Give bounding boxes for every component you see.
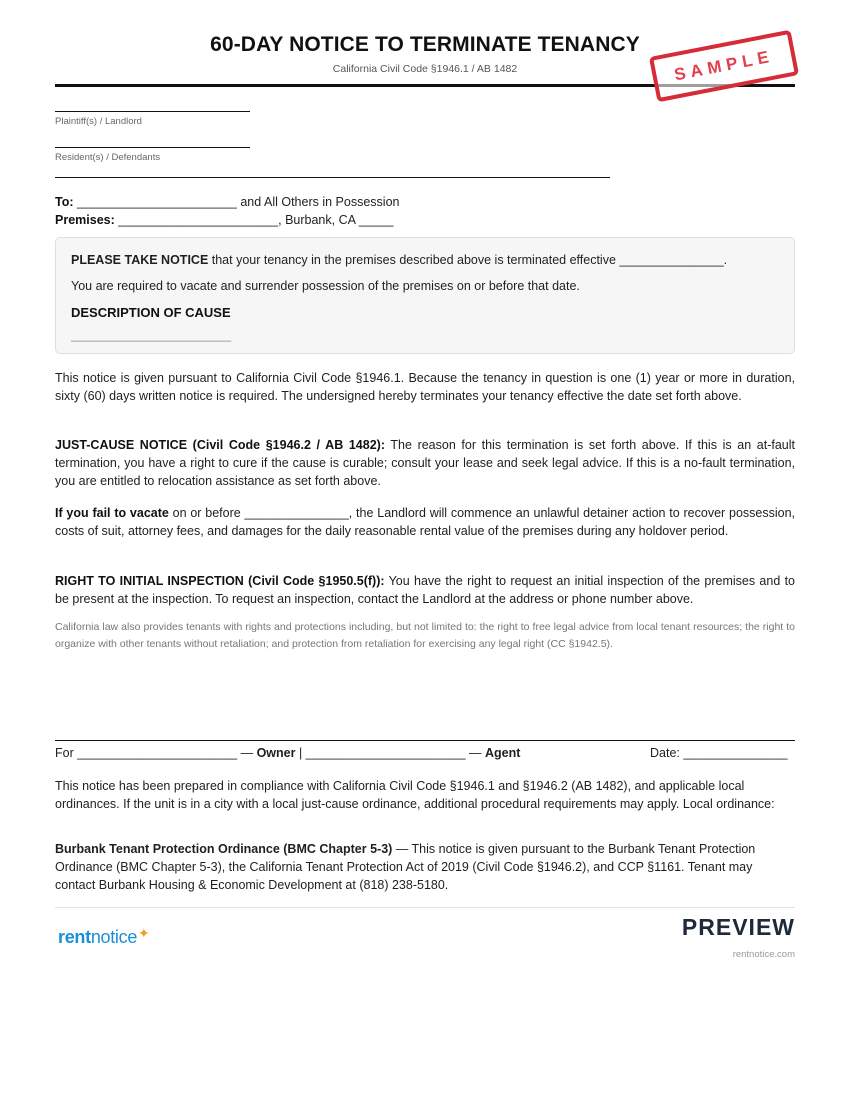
rentnotice-logo[interactable] — [58, 927, 149, 948]
fail-to-vacate-paragraph — [55, 504, 795, 540]
to-line — [55, 195, 399, 209]
just-cause-text: The reason for this termination is set forth above. If this is an at-fault termination, you have a right to cure if the cause is curable; consult your lease and seek legal advice. If this is a no-fault termination, you are entitled to relocation assistance as set forth above. — [55, 438, 795, 489]
owner-label: Owner — [256, 746, 296, 760]
inspection-heading: RIGHT TO INITIAL INSPECTION (Civil Code §1950.5(f)): — [55, 574, 385, 588]
fail-to-vacate-heading: If you fail to vacate — [55, 506, 169, 520]
sparkle-icon: ✦ — [138, 925, 150, 941]
plaintiff-signature-line — [55, 111, 250, 112]
footer-divider — [55, 907, 795, 908]
to-text: _______________________ and All Others in Possession — [73, 195, 400, 209]
ordinance-heading: Burbank Tenant Protection Ordinance (BMC Chapter 5-3) — [55, 842, 393, 856]
termination-notice-box — [55, 237, 795, 354]
signer-separator: | _______________________ — — [295, 746, 486, 760]
site-link[interactable]: rentnotice.com — [732, 949, 795, 960]
inspection-text: You have the right to request an initial inspection of the premises and to be present at the inspection. To request an inspection, contact the Landlord at the address or phone number above. — [55, 574, 795, 607]
logo-rent: rent — [58, 927, 91, 947]
vacate-instruction: You are required to vacate and surrender possession of the premises on or before that date. — [71, 279, 580, 293]
please-take-notice — [71, 253, 727, 267]
cause-heading: DESCRIPTION OF CAUSE — [71, 305, 231, 320]
premises-label: Premises: — [55, 213, 115, 227]
inspection-paragraph — [55, 572, 795, 608]
page-subtitle: California Civil Code §1946.1 / AB 1482 — [332, 63, 518, 75]
page-title: 60-DAY NOTICE TO TERMINATE TENANCY — [210, 33, 640, 56]
compliance-paragraph: This notice has been prepared in compliance with California Civil Code §1946.1 and §1946.2 (AB 1482), and applicable local ordinances. If the unit is in a city with a local just-cause ordinance, additional procedural requirements may apply. Local ordinance: — [55, 779, 775, 812]
preview-label: PREVIEW — [681, 914, 795, 940]
cause-blank: ________________________ — [71, 328, 232, 342]
agent-label: Agent — [485, 746, 521, 760]
notice-basis-paragraph: This notice is given pursuant to California Civil Code §1946.1. Because the tenancy in question is one (1) year or more in duration, sixty (60) days written notice is required. The undersigned hereby terminates your tenancy effective the date set forth above. — [55, 371, 795, 404]
ordinance-text: — This notice is given pursuant to the Burbank Tenant Protection Ordinance (BMC Chapter 5-3), the California Tenant Protection Act of 2019 (Civil Code §1946.2), and CCP §1161. Tenant may contact Burbank Housing & Economic Development at (818) 238-5180. — [55, 842, 756, 893]
please-take-notice-text: that your tenancy in the premises described above is terminated effective _______________. — [208, 253, 728, 267]
signature-divider — [55, 740, 795, 741]
parties-divider — [55, 177, 610, 178]
please-take-notice-bold: PLEASE TAKE NOTICE — [71, 253, 209, 267]
to-label: To: — [55, 195, 74, 209]
tenant-rights-note: California law also provides tenants with rights and protections including, but not limited to: the right to free legal advice from local tenant resources; the right to organize with other tenants without retaliation; and protection from retaliation for exercising any legal right (CC §1942.5). — [55, 621, 795, 650]
date-line: Date: _______________ — [650, 746, 788, 760]
just-cause-heading: JUST-CAUSE NOTICE (Civil Code §1946.2 / AB 1482): — [55, 438, 385, 452]
signer-line — [55, 746, 520, 760]
resident-label: Resident(s) / Defendants — [55, 152, 161, 163]
resident-signature-line — [55, 147, 250, 148]
logo-notice: notice — [90, 927, 138, 947]
just-cause-paragraph — [55, 436, 795, 491]
sample-stamp: SAMPLE — [649, 30, 799, 103]
premises-text: _______________________, Burbank, CA _____ — [114, 213, 394, 227]
fail-to-vacate-text: on or before _______________, the Landlord will commence an unlawful detainer action to recover possession, costs of suit, attorney fees, and damages for the daily reasonable rental value of the premises during any holdover period. — [55, 506, 795, 539]
premises-line — [55, 213, 394, 227]
ordinance-paragraph — [55, 840, 795, 895]
plaintiff-label: Plaintiff(s) / Landlord — [55, 116, 142, 127]
for-text: For _______________________ — — [55, 746, 257, 760]
notice-page — [55, 0, 795, 1100]
